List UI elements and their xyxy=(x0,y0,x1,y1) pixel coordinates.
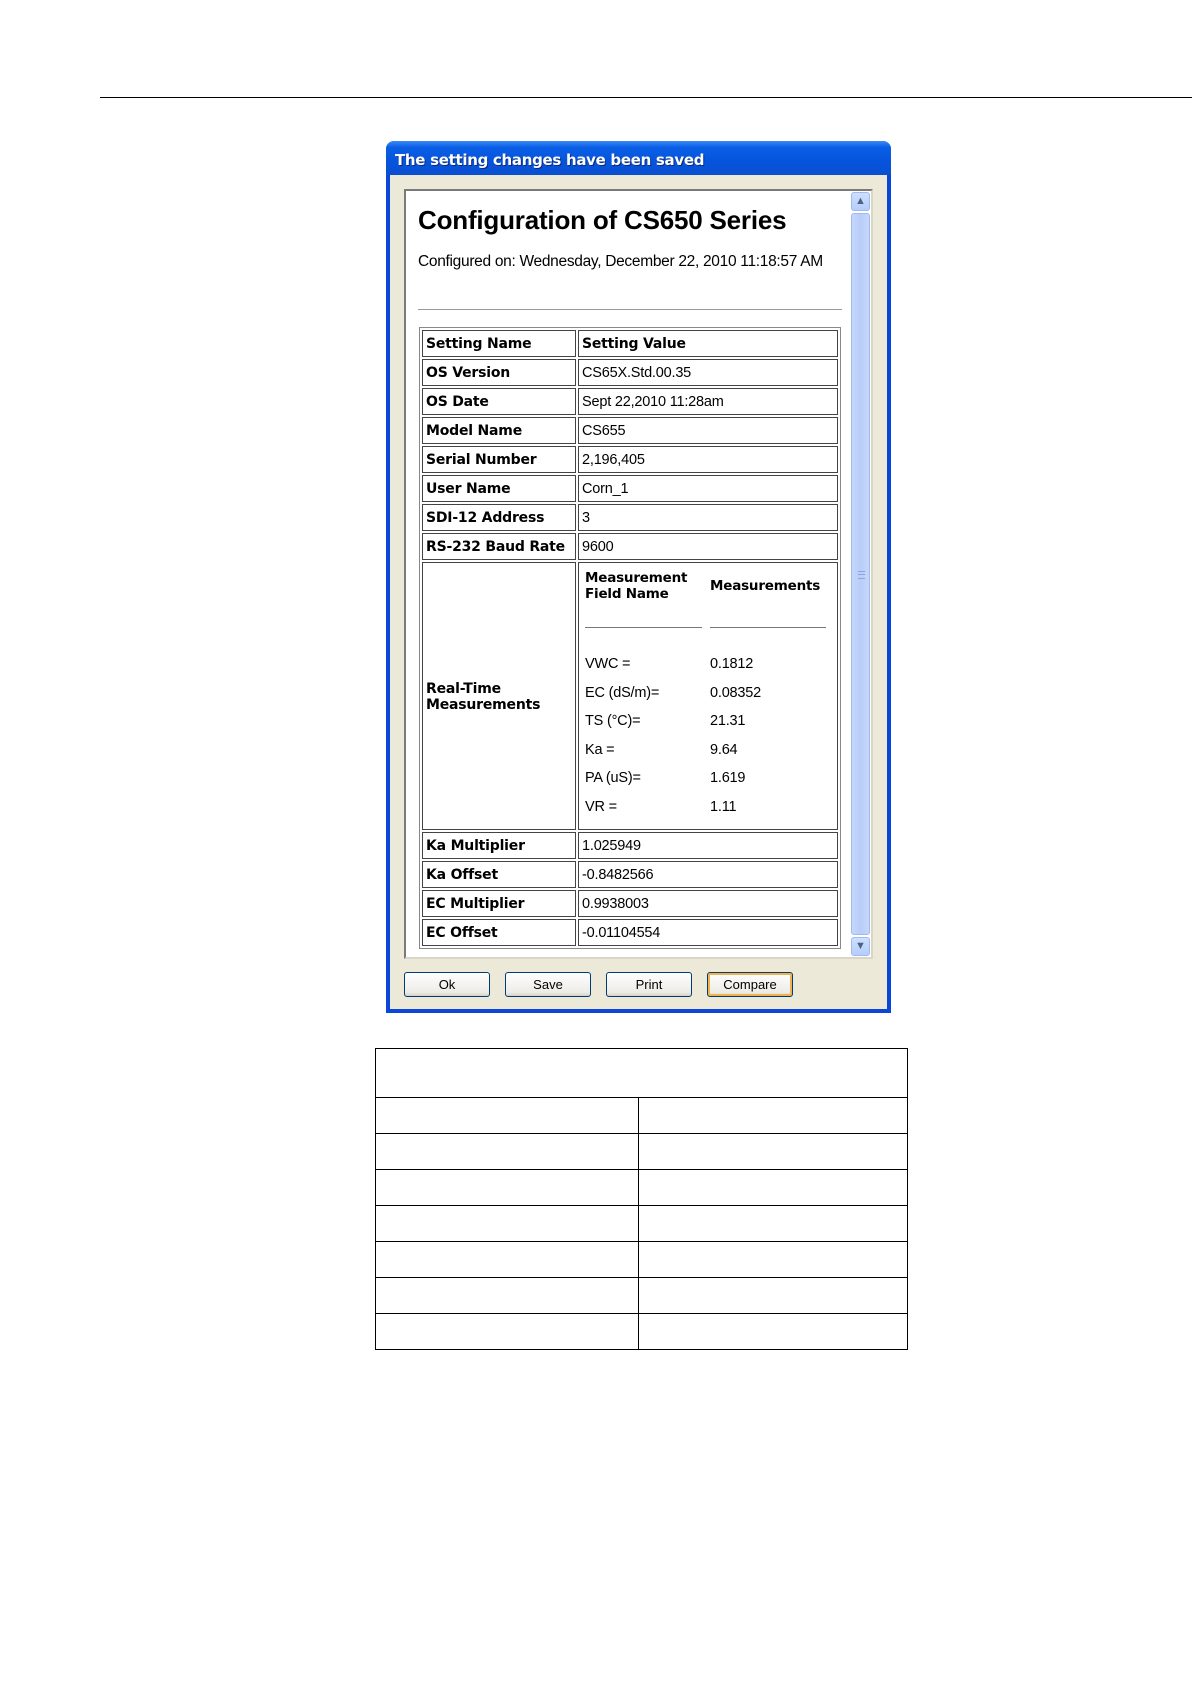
print-button[interactable]: Print xyxy=(606,972,692,997)
setting-value: 0.9938003 xyxy=(578,890,838,917)
table-row xyxy=(422,504,838,531)
setting-value: -0.01104554 xyxy=(578,919,838,946)
table-row xyxy=(422,475,838,502)
dialog-client-area xyxy=(390,175,887,1009)
page-top-rule xyxy=(100,97,1192,98)
table-row-line xyxy=(376,1313,907,1314)
table-row xyxy=(422,533,838,560)
measurement-field: PA (uS)= xyxy=(585,770,641,787)
setting-name: EC Multiplier xyxy=(422,890,576,917)
measurement-field: Ka = xyxy=(585,741,615,758)
header-setting-value: Setting Value xyxy=(578,330,838,357)
setting-name: OS Date xyxy=(422,388,576,415)
measurements-header: Measurements xyxy=(710,578,821,594)
empty-table xyxy=(375,1048,908,1350)
list-item xyxy=(585,764,826,793)
measurement-value: 1.619 xyxy=(710,770,746,787)
setting-value: Sept 22,2010 11:28am xyxy=(578,388,838,415)
setting-value: 2,196,405 xyxy=(578,446,838,473)
measurement-value: 21.31 xyxy=(710,713,746,730)
measurement-field-header: Measurement Field Name xyxy=(585,570,688,602)
setting-name: RS-232 Baud Rate xyxy=(422,533,576,560)
table-row-line xyxy=(376,1277,907,1278)
table-row-line xyxy=(376,1205,907,1206)
list-item xyxy=(585,650,826,679)
setting-value: -0.8482566 xyxy=(578,861,838,888)
header-underline xyxy=(585,627,702,628)
measurement-value: 0.1812 xyxy=(710,656,754,673)
measurement-value: 0.08352 xyxy=(710,684,762,701)
setting-value: 9600 xyxy=(578,533,838,560)
setting-name: EC Offset xyxy=(422,919,576,946)
measurements-header-row xyxy=(585,567,826,627)
chevron-down-icon: ▼ xyxy=(855,940,866,952)
report-viewer xyxy=(404,189,873,959)
table-row xyxy=(422,417,838,444)
measurement-value: 9.64 xyxy=(710,741,738,758)
setting-value: Corn_1 xyxy=(578,475,838,502)
table-row xyxy=(422,919,838,946)
header-setting-name: Setting Name xyxy=(422,330,576,357)
measurement-field: EC (dS/m)= xyxy=(585,684,660,701)
setting-name: Serial Number xyxy=(422,446,576,473)
setting-value: 3 xyxy=(578,504,838,531)
table-row-line xyxy=(376,1169,907,1170)
table-row xyxy=(422,832,838,859)
setting-name: Model Name xyxy=(422,417,576,444)
table-column-line xyxy=(638,1097,639,1349)
setting-name: SDI-12 Address xyxy=(422,504,576,531)
measurement-field: TS (°C)= xyxy=(585,713,641,730)
measurements-underline-row xyxy=(585,627,826,650)
setting-name: Ka Offset xyxy=(422,861,576,888)
setting-name: Ka Multiplier xyxy=(422,832,576,859)
table-row xyxy=(422,890,838,917)
scroll-thumb[interactable] xyxy=(851,213,870,935)
report-content xyxy=(406,191,850,957)
dialog-title: The setting changes have been saved xyxy=(395,151,705,169)
report-divider xyxy=(418,309,842,310)
report-heading: Configuration of CS650 Series xyxy=(418,205,787,235)
setting-value: CS65X.Std.00.35 xyxy=(578,359,838,386)
measurement-field: VWC = xyxy=(585,656,631,673)
table-row xyxy=(422,446,838,473)
configured-on-text: Configured on: Wednesday, December 22, 2010 11:18:57 AM xyxy=(418,253,823,270)
table-row xyxy=(422,861,838,888)
setting-value: CS655 xyxy=(578,417,838,444)
realtime-row xyxy=(422,562,838,830)
scroll-down-button[interactable] xyxy=(851,937,870,956)
list-item xyxy=(585,793,826,822)
table-row xyxy=(422,388,838,415)
realtime-cell xyxy=(578,562,838,830)
table-row-line xyxy=(376,1133,907,1134)
save-button[interactable]: Save xyxy=(505,972,591,997)
settings-table xyxy=(419,327,841,949)
chevron-up-icon: ▲ xyxy=(855,195,866,207)
scroll-up-button[interactable] xyxy=(851,192,870,211)
measurement-value: 1.11 xyxy=(710,798,737,815)
dialog-titlebar[interactable] xyxy=(386,141,891,175)
header-underline xyxy=(710,627,826,628)
realtime-label: Real-Time Measurements xyxy=(422,562,576,830)
setting-value: 1.025949 xyxy=(578,832,838,859)
list-item xyxy=(585,707,826,736)
empty-table-title-row xyxy=(376,1049,907,1098)
measurements-table xyxy=(585,567,826,821)
setting-name: User Name xyxy=(422,475,576,502)
list-item xyxy=(585,736,826,765)
vertical-scrollbar[interactable] xyxy=(850,191,871,957)
compare-button[interactable]: Compare xyxy=(707,972,793,997)
settings-header-row xyxy=(422,330,838,357)
grip-icon xyxy=(858,571,865,579)
measurement-field: VR = xyxy=(585,798,617,815)
ok-button[interactable]: Ok xyxy=(404,972,490,997)
table-row xyxy=(422,359,838,386)
table-row-line xyxy=(376,1241,907,1242)
setting-name: OS Version xyxy=(422,359,576,386)
list-item xyxy=(585,679,826,708)
config-dialog xyxy=(386,141,891,1013)
